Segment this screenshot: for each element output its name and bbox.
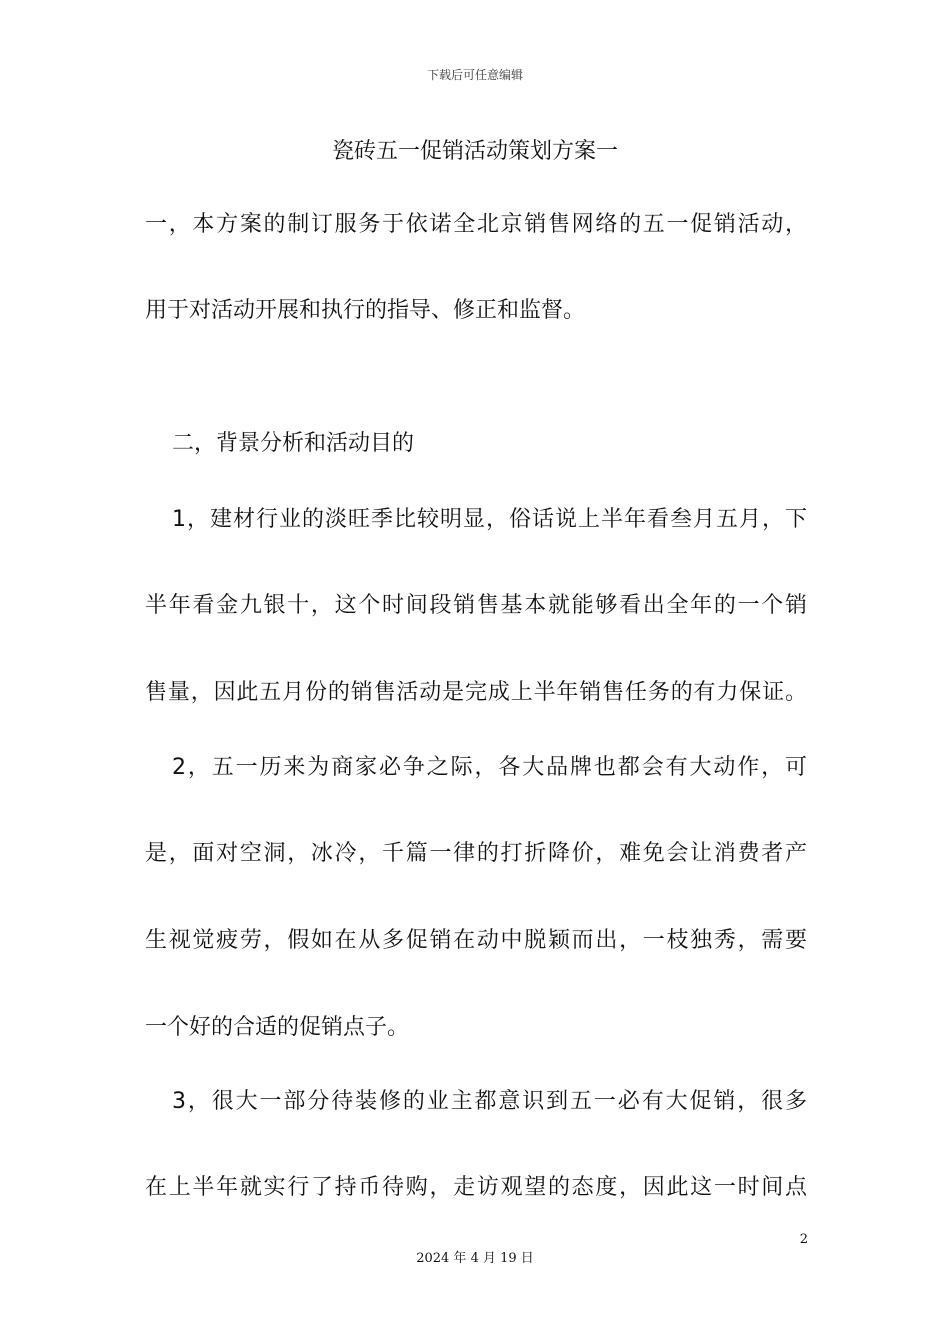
paragraph-line: 半年看金九银十，这个时间段销售基本就能够看出全年的一个销 — [145, 593, 807, 618]
paragraph-line: 是，面对空洞，冰冷，千篇一律的打折降价，难免会让消费者产 — [145, 841, 807, 866]
paragraph-line: 1，建材行业的淡旺季比较明显，俗话说上半年看叁月五月，下 — [172, 507, 807, 532]
page-number: 2 — [799, 1232, 808, 1247]
page-header-note: 下载后可任意编辑 — [426, 68, 523, 82]
paragraph-line: 一个好的合适的促销点子。 — [145, 1015, 410, 1040]
paragraph-line: 用于对活动开展和执行的指导、修正和监督。 — [145, 298, 586, 323]
paragraph-line: 在上半年就实行了持币待购，走访观望的态度，因此这一时间点 — [145, 1175, 807, 1200]
document-title: 瓷砖五一促销活动策划方案一 — [331, 139, 618, 164]
paragraph-line: 3，很大一部分待装修的业主都意识到五一必有大促销，很多 — [172, 1089, 807, 1114]
paragraph-line: 2，五一历来为商家必争之际，各大品牌也都会有大动作，可 — [172, 755, 807, 780]
section-heading: 二，背景分析和活动目的 — [172, 431, 415, 456]
paragraph-line: 售量，因此五月份的销售活动是完成上半年销售任务的有力保证。 — [145, 680, 807, 705]
paragraph-line: 一，本方案的制订服务于依诺全北京销售网络的五一促销活动， — [145, 212, 807, 237]
paragraph-line: 生视觉疲劳，假如在从多促销在动中脱颖而出，一枝独秀，需要 — [145, 928, 807, 953]
footer-date: 2024 年 4 月 19 日 — [416, 1251, 534, 1266]
